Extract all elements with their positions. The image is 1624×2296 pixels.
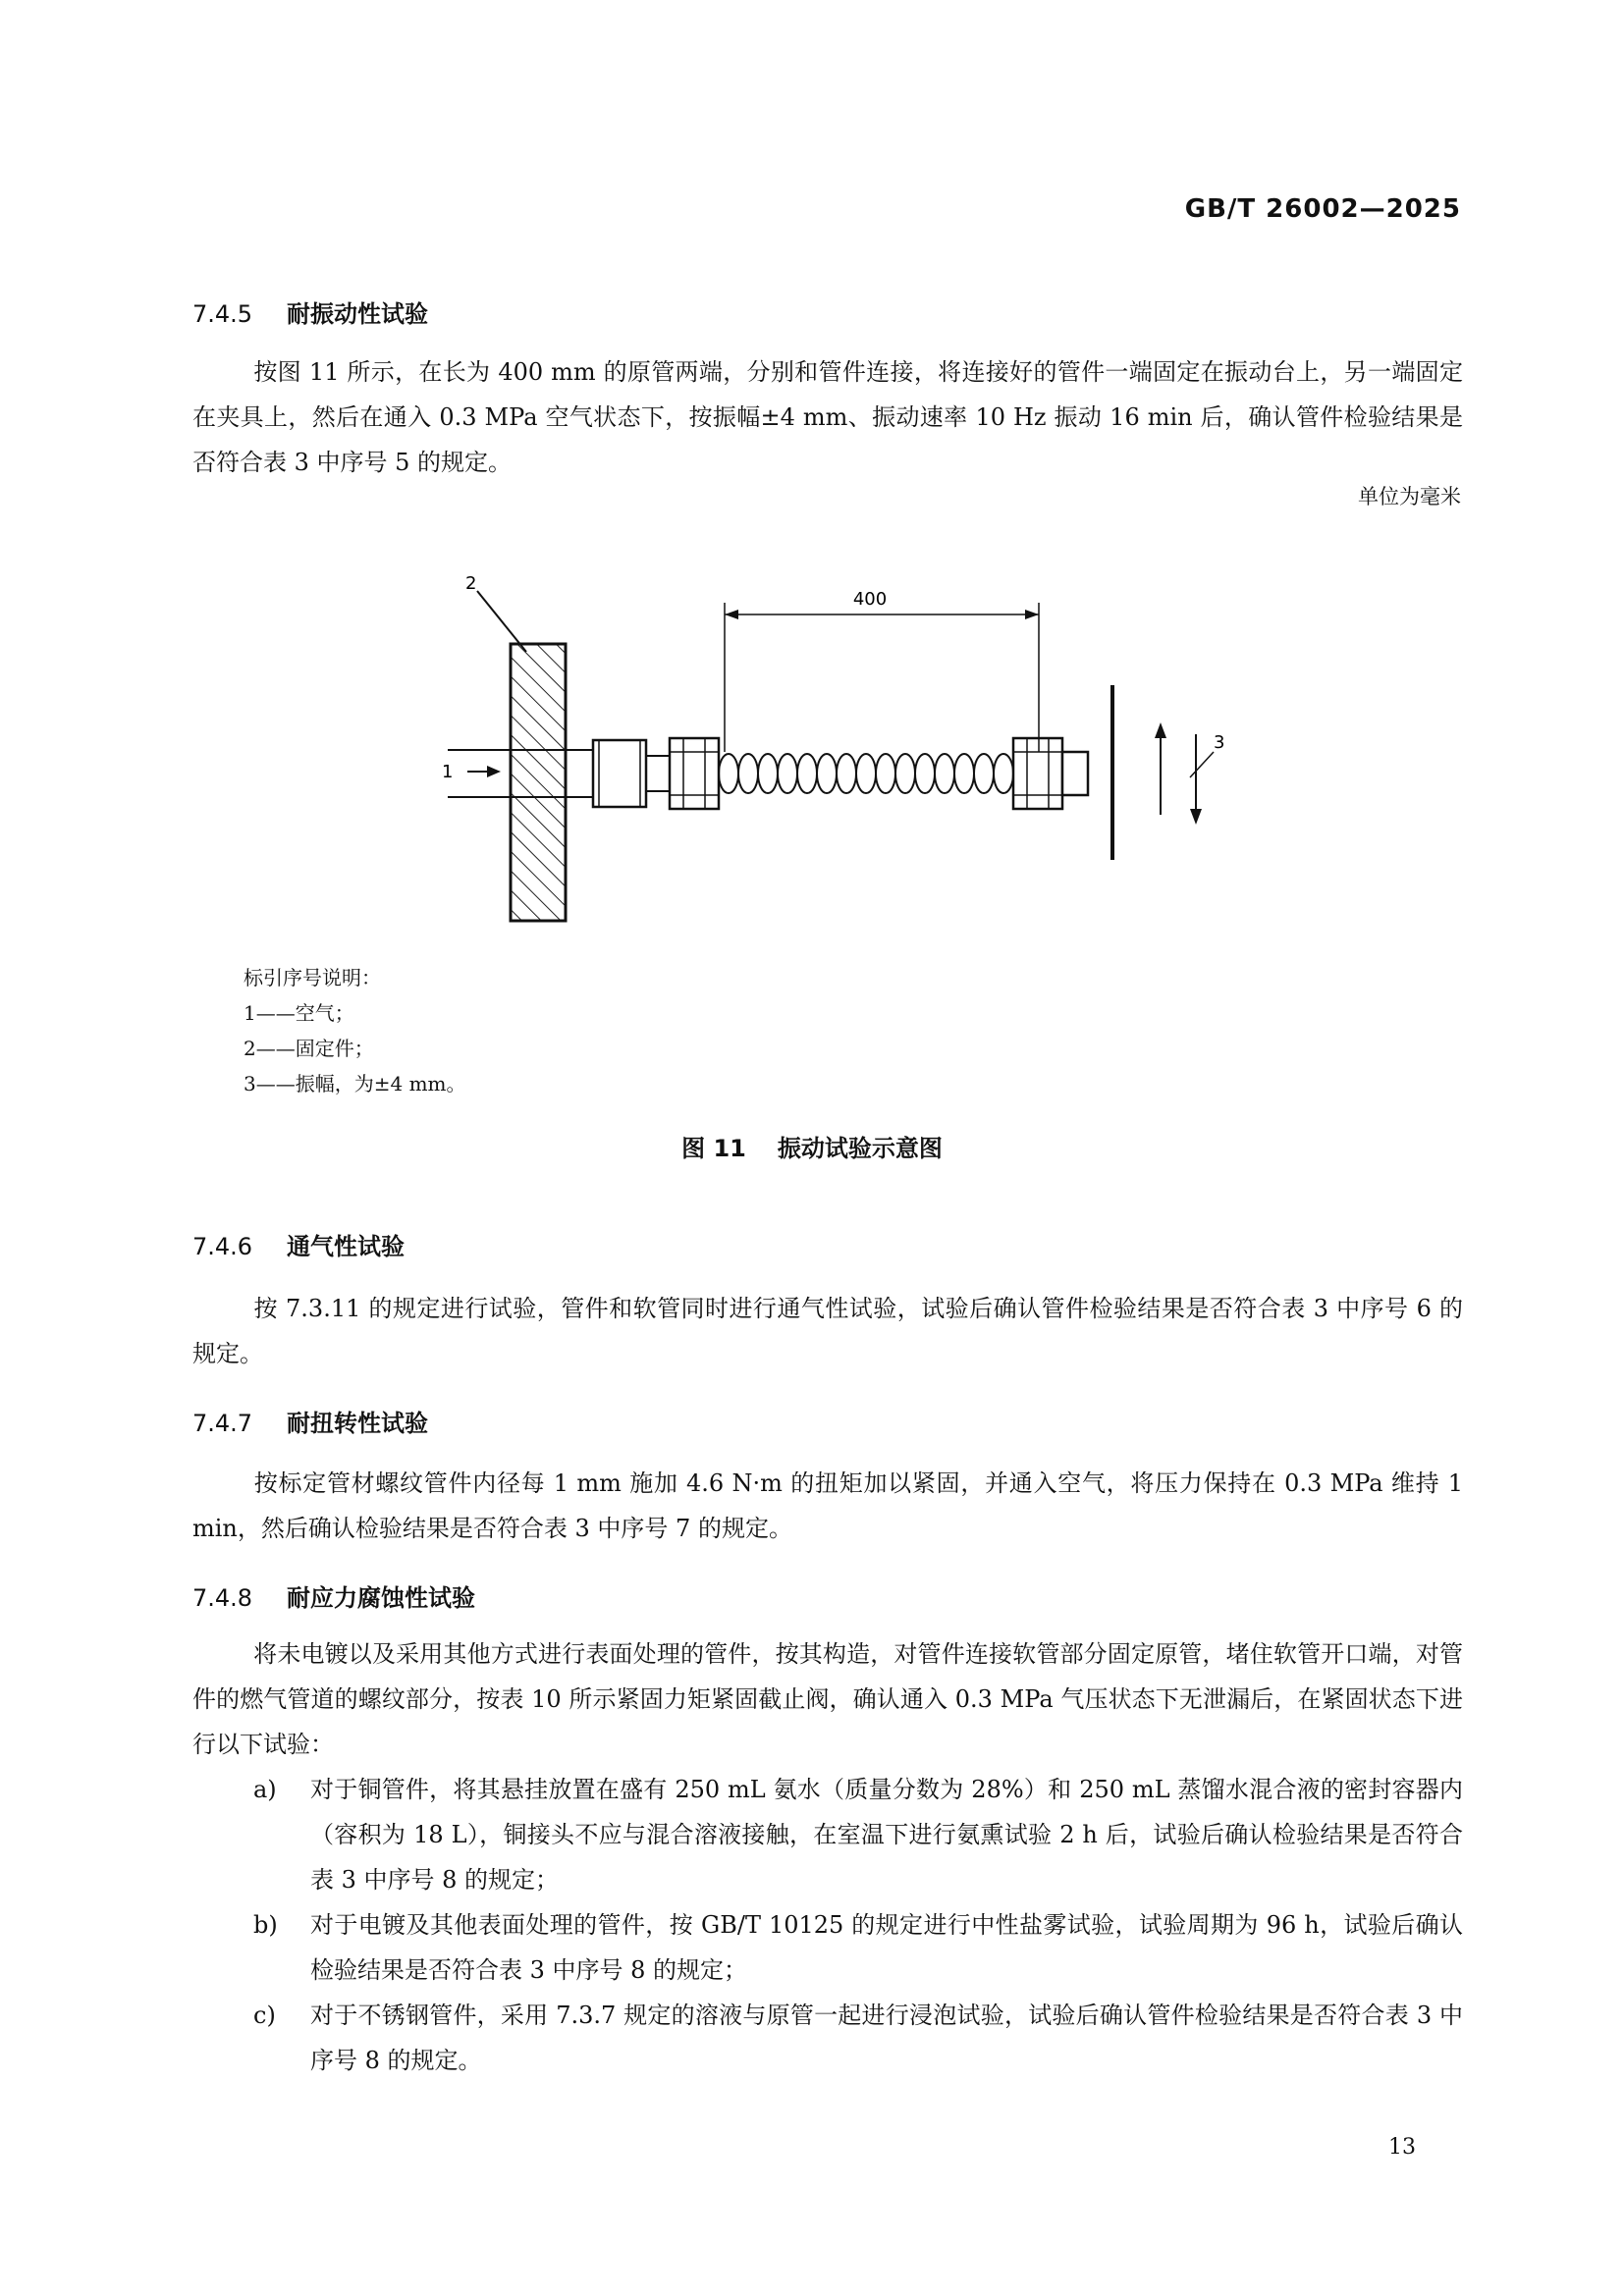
section-heading-7-4-5 [192,294,428,329]
section-heading-7-4-8 [192,1578,475,1613]
paragraph-text: 按 7.3.11 的规定进行试验，管件和软管同时进行通气性试验，试验后确认管件检验结果是否符合表 3 中序号 6 的规定。 [192,1295,1463,1367]
list-item-c [253,1993,1463,2083]
section-number: 7.4.5 [192,300,253,328]
paragraph-7-4-7 [192,1461,1463,1551]
section-title: 通气性试验 [287,1233,405,1260]
right-fitting-nut [1013,738,1062,809]
section-heading-7-4-7 [192,1404,428,1438]
dimension-arrow-left [725,610,738,619]
left-fitting-body [593,740,646,807]
dimension-label: 400 [852,589,888,610]
paragraph-text: 按标定管材螺纹管件内径每 1 mm 施加 4.6 N·m 的扭矩加以紧固，并通入空气，将压力保持在 0.3 MPa 维持 1 min，然后确认检验结果是否符合表 3 中序号 7 的规定。 [192,1469,1463,1542]
dimension-arrow-right [1025,610,1039,619]
legend-item: 1——空气； [244,1001,354,1025]
figure-title: 振动试验示意图 [777,1135,943,1162]
section-title: 耐振动性试验 [287,300,428,328]
unit-note: 单位为毫米 [1358,485,1461,508]
callout-2: 2 [465,573,477,594]
vibration-test-diagram [393,520,1276,962]
section-heading-7-4-6 [192,1227,405,1261]
paragraph-7-4-8 [192,1631,1463,1767]
callout-2-leader [477,591,526,652]
right-fitting-body [1062,752,1088,795]
list-item-text: 对于不锈钢管件，采用 7.3.7 规定的溶液与原管一起进行浸泡试验，试验后确认管件检验结果是否符合表 3 中序号 8 的规定。 [310,2002,1463,2074]
section-title: 耐应力腐蚀性试验 [287,1584,475,1612]
section-number: 7.4.7 [192,1410,253,1437]
list-item-label: a) [253,1776,277,1803]
callout-3-leader [1190,752,1214,777]
list-item-label: c) [253,2002,276,2029]
paragraph-7-4-6 [192,1286,1463,1376]
figure-legend [244,960,466,1101]
list-item-text: 对于电镀及其他表面处理的管件，按 GB/T 10125 的规定进行中性盐雾试验，试验周期为 96 h，试验后确认检验结果是否符合表 3 中序号 8 的规定； [310,1911,1463,1984]
air-arrow-head [487,766,501,777]
standard-code: GB/T 26002—2025 [1184,194,1461,224]
legend-item: 3——振幅，为±4 mm。 [244,1072,466,1095]
paragraph-7-4-5 [192,349,1463,485]
left-fitting-nut [670,738,719,809]
legend-item: 2——固定件； [244,1037,374,1060]
section-number: 7.4.6 [192,1233,253,1260]
list-item-label: b) [253,1911,278,1939]
page-number: 13 [1388,2135,1416,2160]
list-item-a [253,1767,1463,1902]
legend-title: 标引序号说明： [244,966,381,989]
paragraph-text: 将未电镀以及采用其他方式进行表面处理的管件，按其构造，对管件连接软管部分固定原管，堵住软管开口端，对管件的燃气管道的螺纹部分，按表 10 所示紧固力矩紧固截止阀，确认通入 0.3 MPa 气压状态下无泄漏后，在紧固状态下进行以下试验： [192,1640,1463,1758]
paragraph-text: 按图 11 所示，在长为 400 mm 的原管两端，分别和管件连接，将连接好的管件一端固定在振动台上，另一端固定在夹具上，然后在通入 0.3 MPa 空气状态下，按振幅±4 mm、振动速率 10 Hz 振动 16 min 后，确认管件检验结果是否符合表 3 中序号 5 的规定。 [192,358,1463,476]
list-item-b [253,1902,1463,1993]
section-number: 7.4.8 [192,1584,253,1612]
figure-caption [0,1129,1624,1163]
list-item-text: 对于铜管件，将其悬挂放置在盛有 250 mL 氨水（质量分数为 28%）和 250 mL 蒸馏水混合液的密封容器内（容积为 18 L），铜接头不应与混合溶液接触，在室温下进行氨熏试验 2 h 后，试验后确认检验结果是否符合表 3 中序号 8 的规定； [310,1776,1463,1894]
corrugated-hose [719,754,1013,793]
callout-3: 3 [1214,732,1225,753]
figure-number: 图 11 [681,1135,746,1162]
fixture-wall [511,644,566,921]
section-title: 耐扭转性试验 [287,1410,428,1437]
callout-1: 1 [442,762,454,782]
